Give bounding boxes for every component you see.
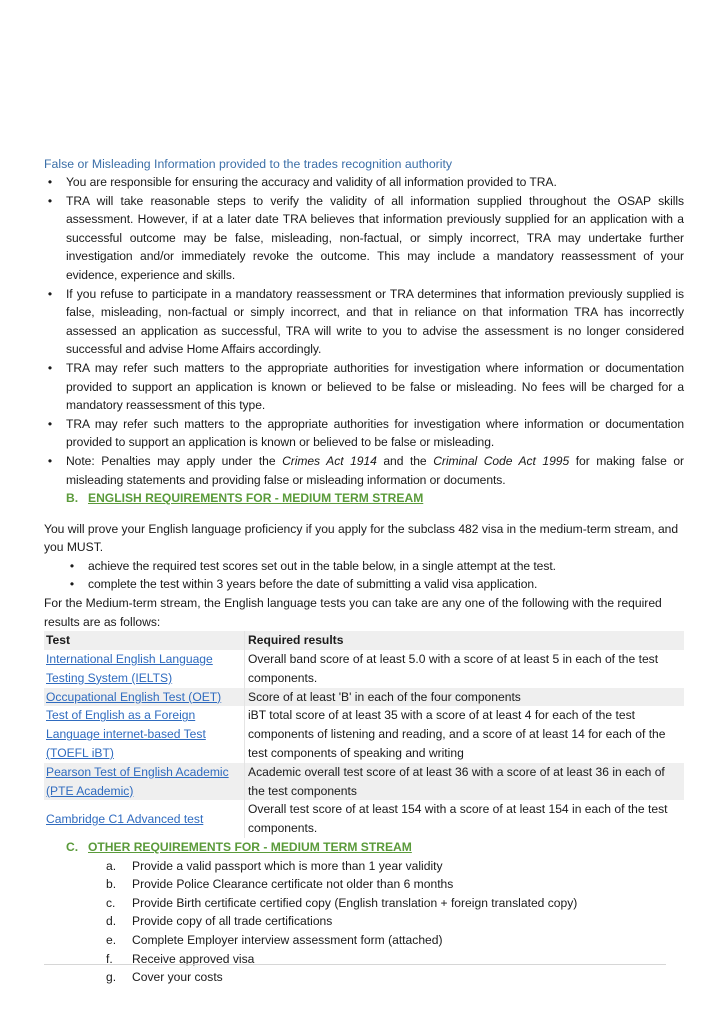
list-marker: c. [106, 895, 116, 910]
bullet-icon: • [47, 360, 53, 375]
bullet-icon: • [69, 577, 75, 592]
ielts-link[interactable]: International English Language Testing System (IELTS) [46, 652, 213, 685]
column-header-results: Required results [248, 633, 344, 648]
test-cell [44, 706, 245, 762]
list-item [106, 912, 684, 931]
bullet-icon: • [47, 453, 53, 468]
list-marker: e. [106, 932, 117, 947]
table-row [44, 650, 684, 688]
english-must-list [44, 557, 684, 594]
table-row [44, 763, 684, 801]
list-item-text: achieve the required test scores set out in the table below, in a single attempt at the test. [88, 558, 556, 573]
pte-link[interactable]: Pearson Test of English Academic (PTE Academic) [46, 764, 229, 798]
result-cell: Overall band score of at least 5.0 with a score of at least 5 in each of the test components. [248, 652, 659, 685]
bullet-icon: • [47, 286, 53, 301]
test-cell [44, 800, 245, 838]
note-suffix: for making false or misleading statements and providing false or misleading information or documents. [66, 453, 685, 487]
misleading-info-list [44, 173, 684, 489]
cambridge-link[interactable]: Cambridge C1 Advanced test [46, 811, 204, 826]
english-requirements-heading [44, 489, 684, 508]
bullet-icon: • [69, 558, 75, 573]
list-item [106, 875, 684, 894]
misleading-info-heading: False or Misleading Information provided to the trades recognition authority [44, 157, 453, 171]
bullet-icon: • [47, 416, 53, 431]
list-item-text: TRA may refer such matters to the appropriate authorities for investigation where information or documentation provided to support an application is known or believed to be false or misleading. No fees will be charged for a mandatory reassessment of this type. [66, 360, 684, 413]
english-tests-table [44, 631, 684, 838]
toefl-link[interactable]: Test of English as a Foreign Language internet-based Test (TOEFL iBT) [46, 708, 206, 761]
column-header-test: Test [44, 631, 245, 650]
list-item [106, 894, 684, 913]
list-item [44, 575, 684, 594]
table-row [44, 800, 684, 838]
list-item-text: Complete Employer interview assessment form (attached) [132, 932, 443, 947]
section-letter: C. [66, 840, 79, 855]
criminal-code-act-title: Criminal Code Act 1995 [433, 453, 570, 468]
result-cell: Overall test score of at least 154 with a score of at least 154 in each of the test components. [248, 802, 668, 836]
section-title: OTHER REQUIREMENTS FOR - MEDIUM TERM STREAM [88, 840, 412, 855]
list-marker: d. [106, 914, 117, 929]
document-page [44, 155, 684, 987]
list-item-text: If you refuse to participate in a mandatory reassessment or TRA determines that information previously supplied is false, misleading, non-factual or simply incorrect, and that in reliance on that information TRA has incorrectly assessed an application as successful, TRA will write to you to advise the assessment is no longer considered successful and advise Home Affairs accordingly. [66, 286, 684, 357]
bullet-icon: • [47, 175, 53, 189]
result-cell: Academic overall test score of at least 36 with a score of at least 36 in each of the test components [248, 764, 665, 798]
note-prefix: Note: Penalties may apply under the [66, 453, 283, 468]
list-item [106, 950, 684, 969]
list-marker: f. [106, 951, 113, 966]
penalty-note [44, 452, 684, 489]
table-header-row [44, 631, 684, 650]
list-item-text: Receive approved visa [132, 951, 255, 966]
list-item [106, 968, 684, 987]
list-item [44, 192, 684, 285]
list-item [44, 285, 684, 359]
note-middle: and the [376, 453, 434, 468]
list-item-text: Provide copy of all trade certifications [132, 914, 333, 929]
oet-link[interactable]: Occupational English Test (OET) [46, 689, 222, 704]
list-marker: g. [106, 970, 117, 985]
footer-divider [44, 964, 666, 965]
list-item [44, 173, 684, 192]
table-row [44, 688, 684, 707]
english-intro-paragraph: You will prove your English language proficiency if you apply for the subclass 482 visa in the medium-term stream, and you MUST. [44, 521, 679, 555]
list-item-text: You are responsible for ensuring the accuracy and validity of all information provided to TRA. [66, 175, 557, 189]
list-item-text: complete the test within 3 years before the date of submitting a valid visa application. [88, 577, 538, 592]
table-intro-paragraph: For the Medium-term stream, the English language tests you can take are any one of the following with the required results are as follows: [44, 596, 662, 629]
list-item-text: TRA may refer such matters to the appropriate authorities for investigation where information or documentation provided to support an application is known or believed to be false or misleading. [66, 416, 684, 450]
other-requirements-list [44, 857, 684, 987]
test-cell [44, 688, 245, 707]
section-title: ENGLISH REQUIREMENTS FOR - MEDIUM TERM STREAM [88, 491, 424, 506]
list-marker: b. [106, 877, 117, 892]
list-item-text: Cover your costs [132, 970, 223, 985]
test-cell [44, 763, 245, 801]
list-item [44, 415, 684, 452]
list-item [44, 557, 684, 576]
list-item [44, 359, 684, 415]
other-requirements-heading [44, 838, 684, 857]
list-item [106, 931, 684, 950]
list-item-text: Provide Police Clearance certificate not older than 6 months [132, 877, 454, 892]
list-item-text: Provide Birth certificate certified copy (English translation + foreign translated copy) [132, 895, 578, 910]
list-item-text: Provide a valid passport which is more than 1 year validity [132, 858, 443, 873]
table-row [44, 706, 684, 762]
list-item [106, 857, 684, 876]
test-cell [44, 650, 245, 688]
list-item-text: TRA will take reasonable steps to verify the validity of all information supplied throughout the OSAP skills assessment. However, if at a later date TRA believes that information previously supplied for an application with a successful outcome may be false, misleading, non-factual, or simply incorrect, TRA may undertake further investigation and/or immediately revoke the outcome. This may include a mandatory reassessment of your evidence, experience and skills. [66, 193, 684, 282]
result-cell: iBT total score of at least 35 with a score of at least 4 for each of the test components of listening and reading, and a score of at least 14 for each of the test components of speaking and writing [248, 708, 666, 761]
bullet-icon: • [47, 193, 53, 208]
result-cell: Score of at least 'B' in each of the four components [248, 689, 521, 704]
list-marker: a. [106, 858, 117, 873]
crimes-act-title: Crimes Act 1914 [282, 453, 377, 468]
section-letter: B. [66, 491, 79, 506]
